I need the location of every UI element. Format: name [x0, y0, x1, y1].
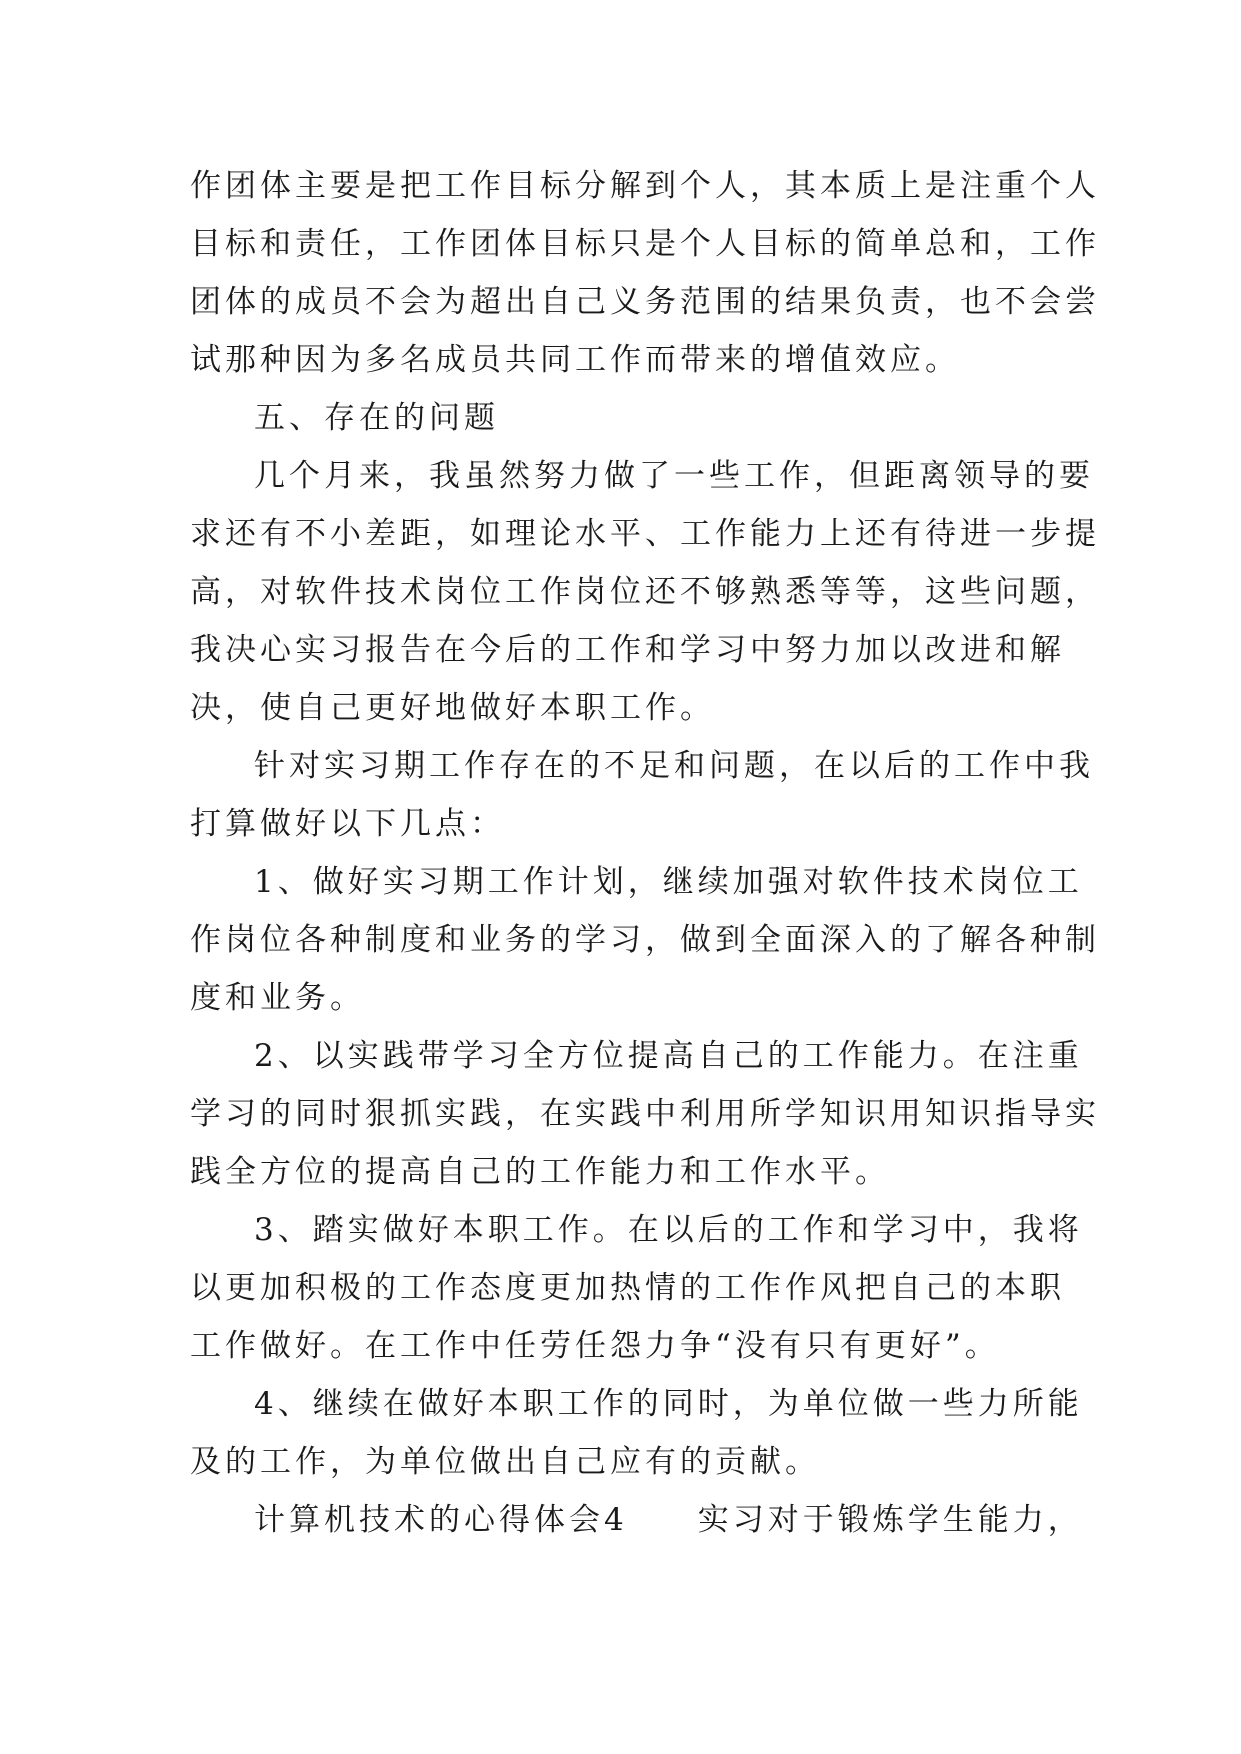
text-line-2: 目标和责任，工作团体目标只是个人目标的简单总和，工作: [190, 226, 1100, 262]
text-line-24: 计算机技术的心得体会4 实习对于锻炼学生能力，: [254, 1502, 1083, 1538]
list-item-2: 2、以实践带学习全方位提高自己的工作能力。在注重: [254, 1038, 1083, 1074]
text-line-7: 求还有不小差距，如理论水平、工作能力上还有待进一步提: [190, 516, 1100, 552]
text-line-15: 度和业务。: [190, 980, 365, 1016]
text-line-21: 工作做好。在工作中任劳任怨力争“没有只有更好”。: [190, 1328, 1000, 1364]
list-item-1: 1、做好实习期工作计划，继续加强对软件技术岗位工: [254, 864, 1083, 900]
text-line-3: 团体的成员不会为超出自己义务范围的结果负责，也不会尝: [190, 284, 1100, 320]
text-line-9: 我决心实习报告在今后的工作和学习中努力加以改进和解: [190, 632, 1065, 668]
text-line-14: 作岗位各种制度和业务的学习，做到全面深入的了解各种制: [190, 922, 1100, 958]
text-line-1: 作团体主要是把工作目标分解到个人，其本质上是注重个人: [190, 168, 1100, 204]
text-line-4: 试那种因为多名成员共同工作而带来的增值效应。: [190, 342, 960, 378]
text-line-6: 几个月来，我虽然努力做了一些工作，但距离领导的要: [254, 458, 1094, 494]
text-line-8: 高，对软件技术岗位工作岗位还不够熟悉等等，这些问题，: [190, 574, 1100, 610]
text-line-17: 学习的同时狠抓实践，在实践中利用所学知识用知识指导实: [190, 1096, 1100, 1132]
text-line-10: 决，使自己更好地做好本职工作。: [190, 690, 715, 726]
document-body: [190, 157, 1100, 1549]
text-line-11: 针对实习期工作存在的不足和问题，在以后的工作中我: [254, 748, 1094, 784]
list-item-4: 4、继续在做好本职工作的同时，为单位做一些力所能: [254, 1386, 1083, 1422]
text-line-18: 践全方位的提高自己的工作能力和工作水平。: [190, 1154, 890, 1190]
list-item-3: 3、踏实做好本职工作。在以后的工作和学习中，我将: [254, 1212, 1083, 1248]
text-line-23: 及的工作，为单位做出自己应有的贡献。: [190, 1444, 820, 1480]
text-line-12: 打算做好以下几点：: [190, 806, 505, 842]
text-line-20: 以更加积极的工作态度更加热情的工作作风把自己的本职: [190, 1270, 1065, 1306]
section-heading: 五、存在的问题: [254, 400, 499, 436]
